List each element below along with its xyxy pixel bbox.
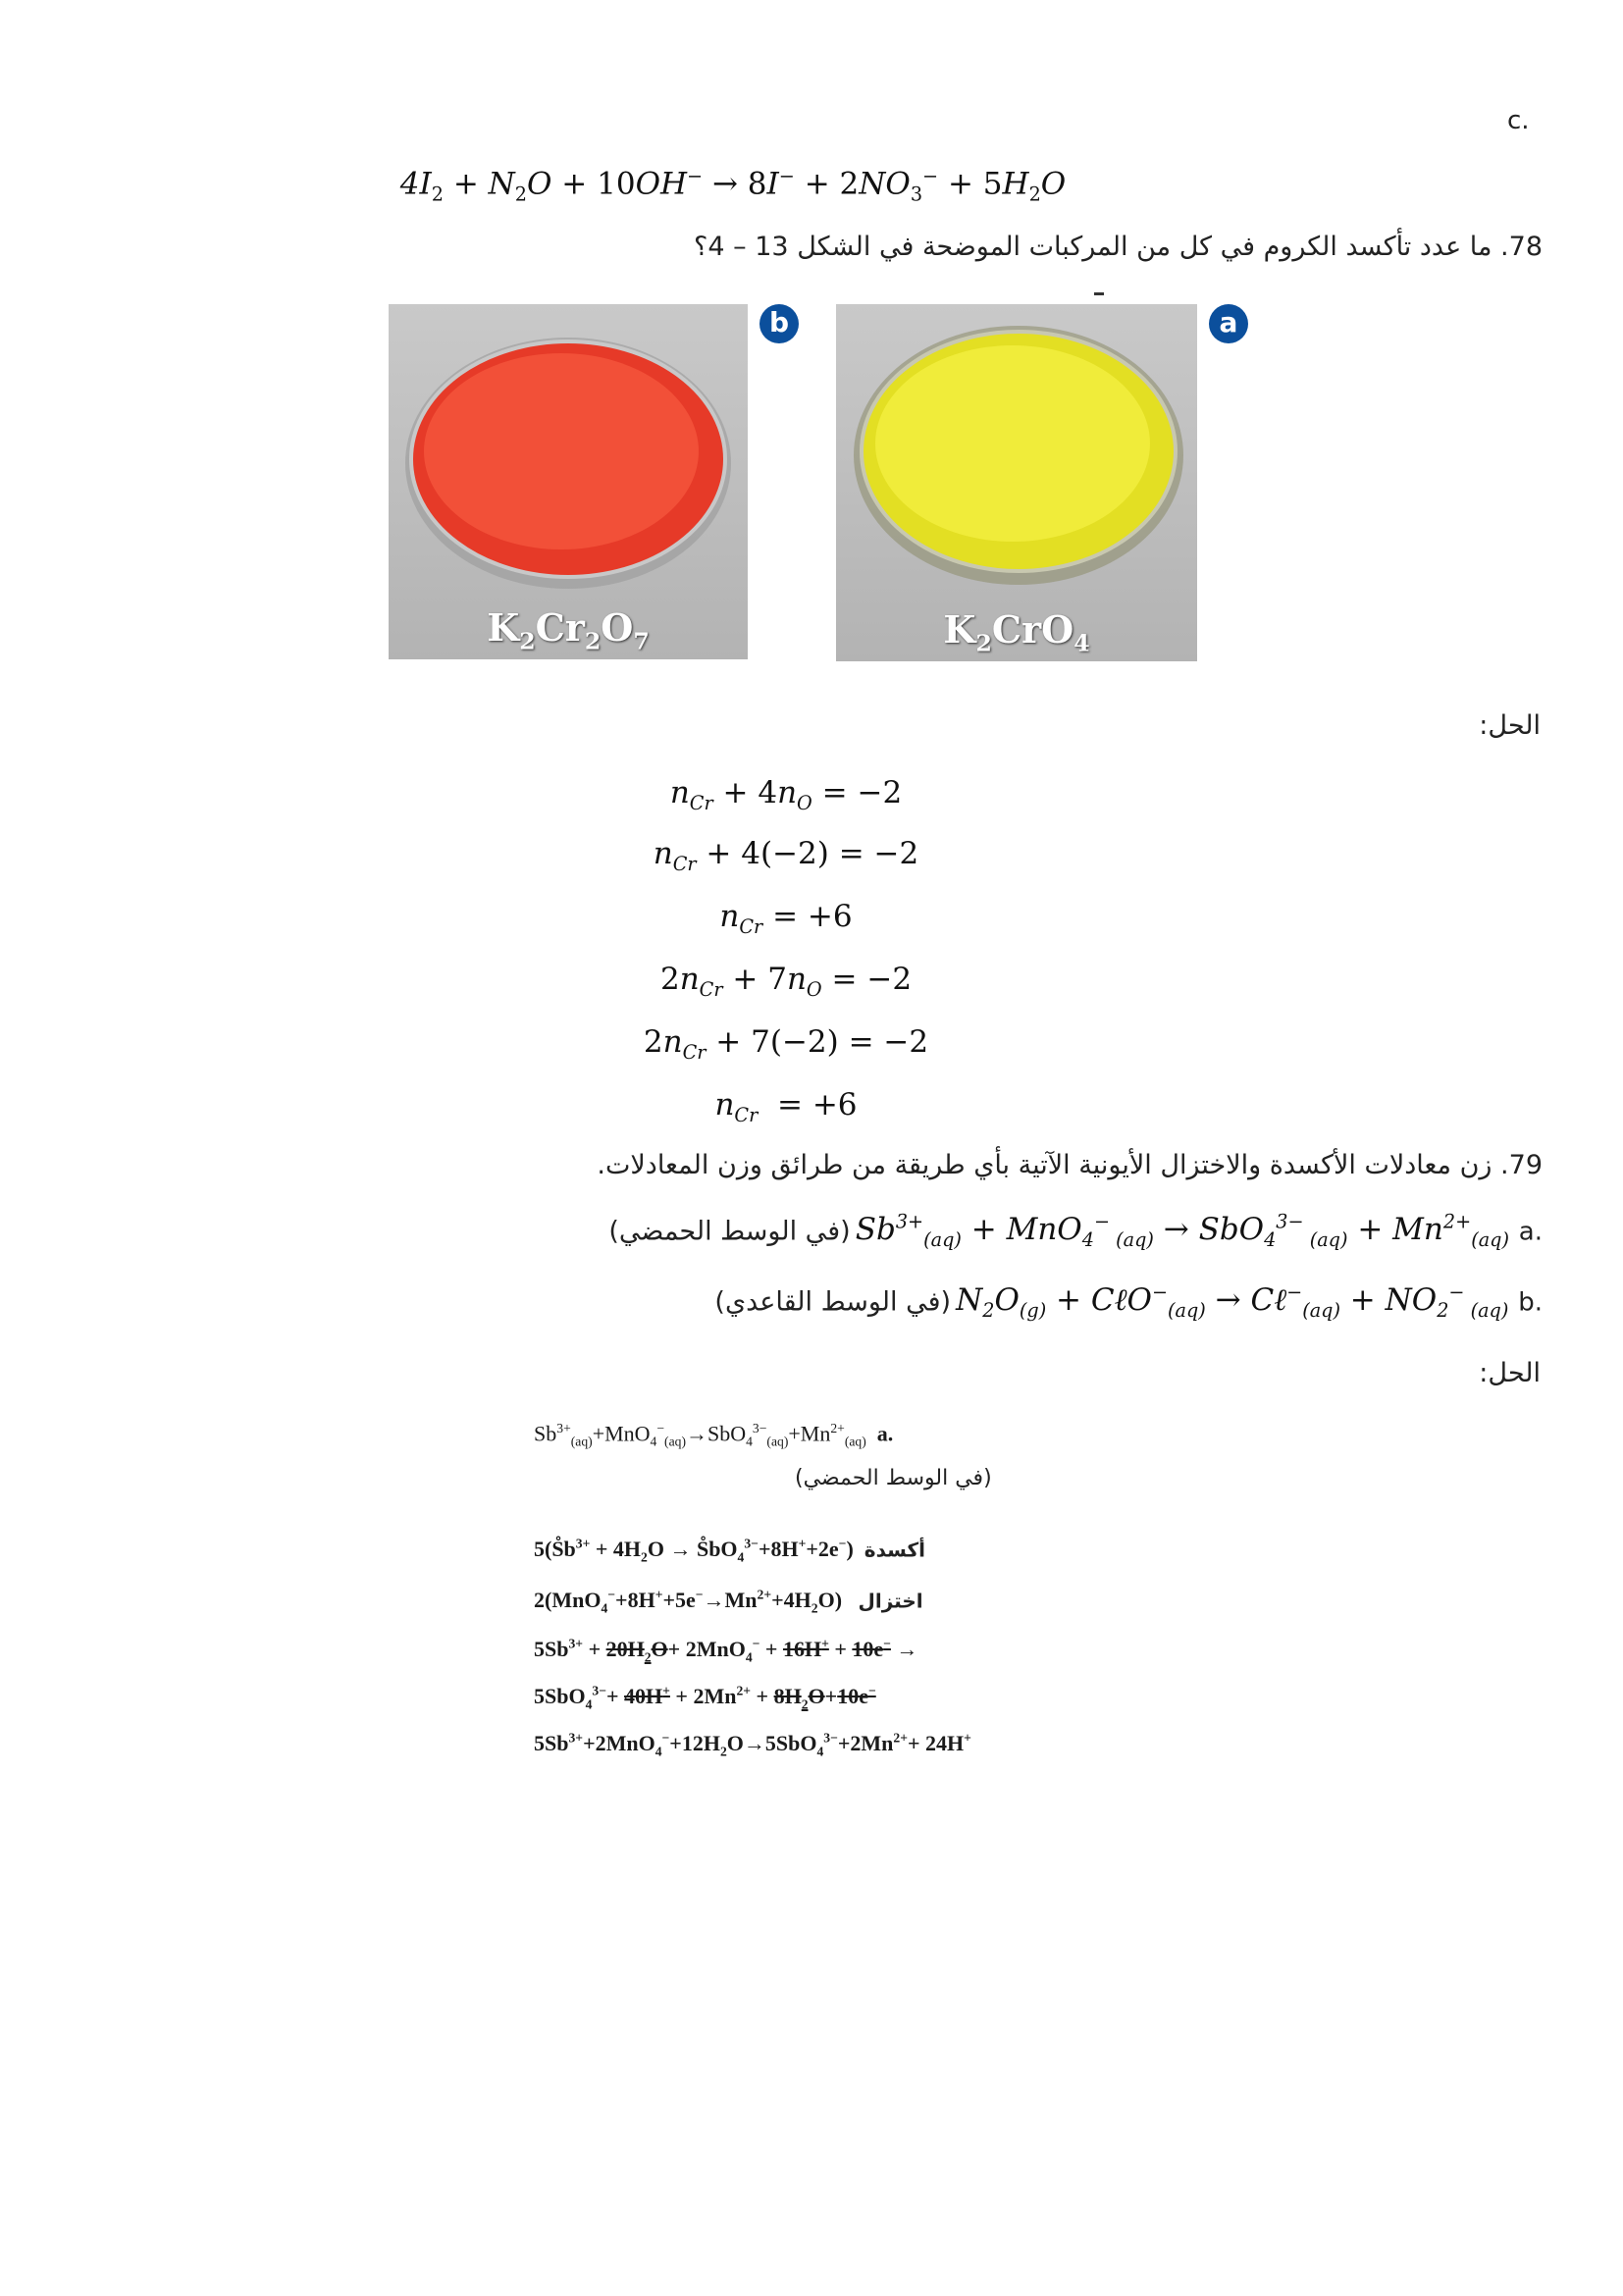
scan-sum-line-1: $5Sb^{3+} + 20H_2O+ 2MnO_4^- + 16H^+ + 10e^-$ → xyxy=(534,1637,918,1665)
letter-79b: b. xyxy=(1518,1287,1543,1318)
question-79: 79. زن معادلات الأكسدة والاختزال الأيونية الآتية بأي طريقة من طرائق وزن المعادلات. xyxy=(597,1150,1543,1180)
scan-line-2: (في الوسط الحمضي) xyxy=(795,1466,992,1490)
solution-eq-2: $n_{Cr} + 4(-2) = -2$ xyxy=(653,836,919,876)
solution-label: الحل: xyxy=(1479,710,1541,741)
letter-79a: a. xyxy=(1518,1217,1543,1247)
scan-line-1: $Sb^{3+}_{(aq)}+MnO_4^-_{(aq)}\to SbO_4^{3-}_{(aq)}+Mn^{2+}_{(aq)}$ a. xyxy=(534,1421,894,1449)
photo-potassium-chromate xyxy=(836,304,1197,661)
solution-eq-1: $n_{Cr} + 4n_O = -2$ xyxy=(669,775,903,815)
equation-top: $4I_2 + N_2O + 10OH^- \to 8I^- + 2NO_3^- + 5H_2O$ xyxy=(399,165,1067,206)
label-k2cro4: $K_2CrO_4$ xyxy=(943,607,1090,657)
equation-79a: $Sb^{3+}_{(aq)} + MnO_4^-$ $_{(aq)}$ → SbO$_4^{3-}$ $_{(aq)} + Mn^{2+}_{(aq)}$ xyxy=(855,1211,1509,1252)
scan-final-equation: $5Sb^{3+}+2MnO_4^-+12H_2O\to 5SbO_4^{3-}+2Mn^{2+}+ 24H^+$ xyxy=(534,1731,971,1759)
label-oxidation: أكسدة xyxy=(864,1538,925,1562)
label-reduction: اختزال xyxy=(858,1589,923,1613)
label-k2cr2o7: $K_2Cr_2O_7$ xyxy=(487,605,650,655)
equation-79b: $N_2O_{(g)}$ + CℓO−$_{(aq)}$ → Cℓ−$_{(aq)}$ + $NO_2^-$ $_{(aq)}$ xyxy=(956,1281,1509,1323)
scan-letter-a: a. xyxy=(876,1421,894,1446)
photo-potassium-dichromate xyxy=(389,304,748,659)
scan-reduction-half: $2(MnO_4^-+8H^++5e^-\to Mn^{2+}+4H_2O)$ اختزال xyxy=(534,1588,923,1616)
condition-acidic: (في الوسط الحمضي) xyxy=(608,1216,851,1247)
question-79b xyxy=(463,1281,1543,1323)
badge-b: b xyxy=(759,304,799,343)
solution-eq-3: $n_{Cr} = +6$ xyxy=(719,899,853,939)
solution-label-2: الحل: xyxy=(1479,1358,1541,1388)
solution-eq-6: $n_{Cr} = +6$ xyxy=(714,1087,858,1127)
scan-oxidation-half: $5(S̊b^{3+} + 4H_2O$ → $S̊bO_4^{3-}+8H^++2e^-$) أكسدة xyxy=(534,1537,925,1565)
solution-eq-4: $2n_{Cr} + 7n_O = -2$ xyxy=(659,962,913,1002)
scan-sum-line-2: $5SbO_4^{3-}+ 40H^+ + 2Mn^{2+} + 8H_2O+10e^-$ xyxy=(534,1684,876,1712)
part-label-c: c. xyxy=(1507,106,1530,135)
solution-eq-5: $2n_{Cr} + 7(-2) = -2$ xyxy=(643,1024,929,1065)
question-79a xyxy=(463,1211,1543,1252)
condition-basic: (في الوسط القاعدي) xyxy=(714,1286,952,1318)
question-78: 78. ما عدد تأكسد الكروم في كل من المركبات الموضحة في الشكل 13 – 4؟ xyxy=(694,232,1543,262)
badge-a: a xyxy=(1209,304,1248,343)
